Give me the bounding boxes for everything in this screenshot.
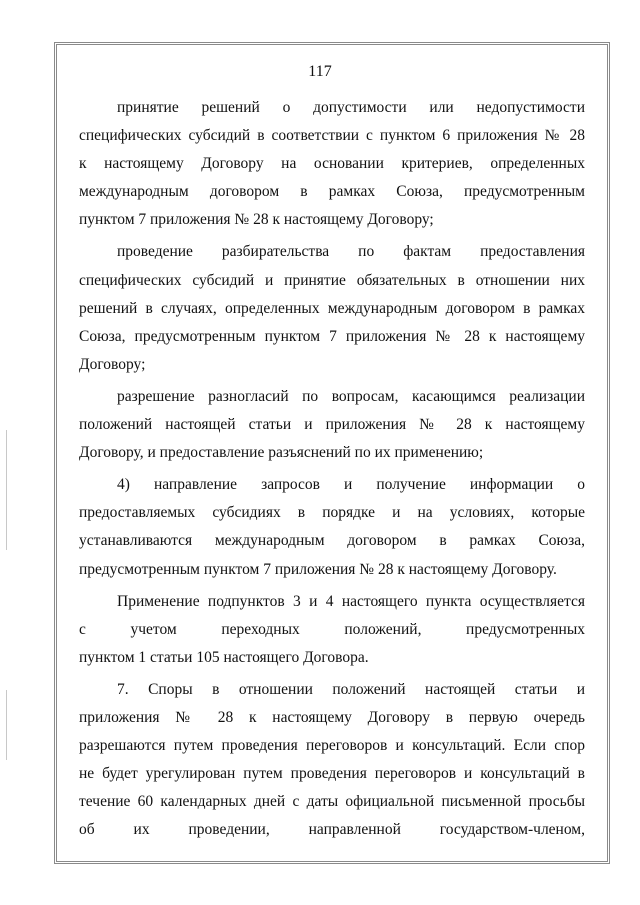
text-line: международным договором в рамках Союза, предусмотренным bbox=[79, 183, 585, 201]
page-number: 117 bbox=[308, 63, 332, 80]
text-line: разрешаются путем проведения переговоров и консультаций. Если спор bbox=[79, 737, 585, 755]
text-line: предусмотренным пунктом 7 приложения № 28 к настоящему Договору. bbox=[79, 560, 557, 578]
text-line: принятие решений о допустимости или недопустимости bbox=[117, 99, 585, 116]
text-line: течение 60 календарных дней с даты официальной письменной просьбы bbox=[79, 793, 585, 811]
text-line: пунктом 7 приложения № 28 к настоящему Договору; bbox=[79, 211, 434, 229]
text-line: положений настоящей статьи и приложения № 28 к настоящему bbox=[79, 416, 585, 434]
text-line: не будет урегулирован путем проведения переговоров и консультаций в bbox=[79, 765, 585, 783]
text-line: специфических субсидий и принятие обязательных в отношении них bbox=[79, 271, 585, 289]
text-line: Договору, и предоставление разъяснений по их применению; bbox=[79, 444, 484, 462]
text-line: специфических субсидий в соответствии с пунктом 6 приложения № 28 bbox=[79, 127, 585, 145]
text-line: разрешение разногласий по вопросам, касающимся реализации bbox=[117, 387, 585, 405]
text-line: пунктом 1 статьи 105 настоящего Договора. bbox=[79, 648, 369, 666]
text-line: Договору; bbox=[79, 355, 146, 373]
text-line: предоставляемых субсидиях в порядке и на условиях, которые bbox=[79, 504, 585, 522]
text-line: об их проведении, направленной государством-членом, bbox=[79, 821, 585, 839]
text-line: 7. Споры в отношении положений настоящей статьи и bbox=[117, 680, 585, 698]
text-line: Применение подпунктов 3 и 4 настоящего пункта осуществляется bbox=[117, 592, 585, 610]
text-line: проведение разбирательства по фактам предоставления bbox=[117, 243, 585, 261]
text-line: 4) направление запросов и получение информации о bbox=[117, 476, 585, 494]
text-line: к настоящему Договору на основании критериев, определенных bbox=[79, 155, 585, 173]
text-line: Союза, предусмотренным пунктом 7 приложения № 28 к настоящему bbox=[79, 327, 585, 345]
text-line: с учетом переходных положений, предусмотренных bbox=[79, 620, 585, 638]
scan-mark-top bbox=[6, 430, 7, 550]
document-body bbox=[79, 94, 585, 844]
scan-mark-bottom bbox=[6, 690, 7, 760]
text-line: решений в случаях, определенных международным договором в рамках bbox=[79, 299, 585, 317]
text-line: устанавливаются международным договором в рамках Союза, bbox=[79, 532, 585, 550]
text-line: приложения № 28 к настоящему Договору в первую очередь bbox=[79, 708, 585, 726]
